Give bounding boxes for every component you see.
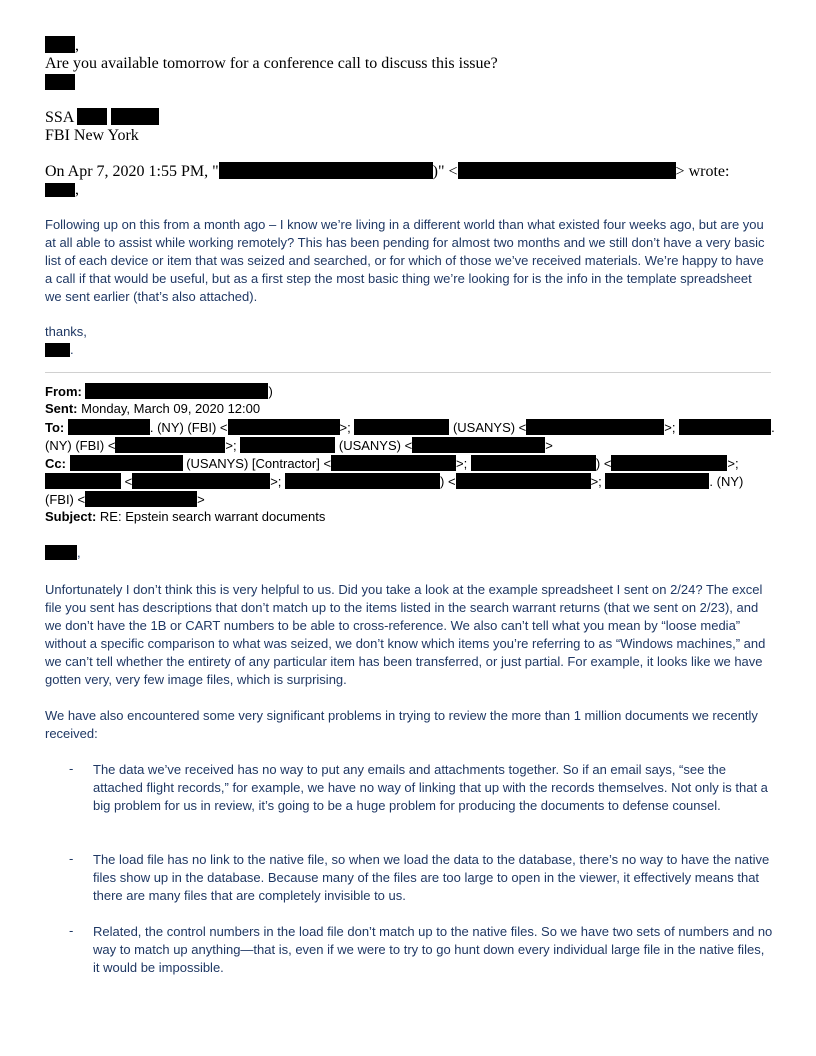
to-text: .: [771, 420, 775, 435]
original-greeting: ,: [45, 545, 81, 560]
subject-value: RE: Epstein search warrant documents: [99, 509, 326, 524]
reply-greeting: ,: [45, 181, 79, 199]
redaction-block: [354, 419, 449, 435]
redaction-block: [45, 183, 75, 197]
cc-text: >;: [590, 474, 606, 489]
redaction-block: [458, 162, 676, 179]
redaction-block: [132, 473, 270, 489]
from-close: ): [268, 384, 273, 399]
redaction-block: [611, 455, 727, 471]
cc-text: >: [197, 492, 205, 507]
redaction-block: [471, 455, 596, 471]
bullet-dash: -: [69, 851, 74, 866]
reply-signoff: .: [45, 342, 74, 357]
bullet-item: Related, the control numbers in the load file don’t match up to the native files. So we have two sets of numbers and no way to match up anything—that is, even if we were to try to go hunt down every individual large file in the native files, it would be impossible.: [93, 924, 773, 975]
redaction-block: [219, 162, 433, 179]
header-to-line1: [45, 419, 775, 435]
to-text: (USANYS) <: [335, 438, 413, 453]
reply-body: Following up on this from a month ago – I know we’re living in a different world than what existed four weeks ago, but are you at all able to assist while working remotely? This has been pending for almost two months and we still don’t have a very basic list of each device or item that was seized and searched, or for which of those we’ve received materials. We’re happy to have a call if that would be useful, but as a first step the most basic thing we’re looking for is the info in the template spreadsheet we sent earlier (that’s also attached).: [45, 217, 765, 304]
original-paragraph-1: Unfortunately I don’t think this is very helpful to us. Did you take a look at the example spreadsheet I sent on 2/24? The excel file you sent has descriptions that don’t match up to the items listed in the search warrant returns (that we sent on 2/23), and we don’t have the 1B or CART numbers to be able to cross-reference. We also can’t tell what you mean by “loose media” without a specific comparison to what was seized, we don’t know which items you’re referring to as “Windows machines,” and we can’t tell whether the entirety of any particular item has been transferred, or just partial. For example, it looks like we have gotten very, very few image files, which is surprising.: [45, 582, 766, 687]
signature-name: [45, 108, 159, 127]
redaction-block: [679, 419, 771, 435]
signature-org: FBI New York: [45, 127, 139, 144]
redaction-block: [240, 437, 335, 453]
sent-value: Monday, March 09, 2020 12:00: [81, 401, 261, 416]
cc-label: Cc:: [45, 456, 66, 471]
cc-text: (USANYS) [Contractor] <: [182, 456, 332, 471]
cc-text: (FBI) <: [45, 492, 86, 507]
quote-prefix: On Apr 7, 2020 1:55 PM, ": [45, 163, 219, 180]
redaction-block: [45, 74, 75, 92]
to-text: >;: [339, 420, 355, 435]
cc-text: >;: [270, 474, 286, 489]
bullet-item: The data we’ve received has no way to put any emails and attachments together. So if an email says, “see the attached flight records,” for example, we have no way of linking that up with the records themselves. Not only is that a big problem for us in review, it’s going to be a huge problem for producing the documents to defense counsel.: [93, 762, 768, 813]
cc-text: >;: [727, 456, 739, 471]
question-text: Are you available tomorrow for a conference call to discuss this issue?: [45, 55, 498, 72]
redaction-block: [45, 473, 121, 489]
redaction-block: [85, 383, 268, 399]
bullet-item: The load file has no link to the native file, so when we load the data to the database, there’s no way to have the native files show up in the database. Because many of the files are too large to open in the viewer, it effectively means that there are many files that are completely invisible to us.: [93, 852, 770, 903]
redaction-block: [111, 108, 159, 125]
redaction-block: [68, 419, 150, 435]
to-text: . (NY) (FBI) <: [149, 420, 228, 435]
redaction-block: [70, 455, 183, 471]
header-from: [45, 383, 273, 399]
from-label: From:: [45, 384, 82, 399]
to-text: (NY) (FBI) <: [45, 438, 116, 453]
quote-mid: )" <: [432, 163, 458, 180]
quote-suffix: > wrote:: [675, 163, 730, 180]
subject-label: Subject:: [45, 509, 97, 524]
header-sent: [45, 401, 260, 416]
header-cc-line3: [45, 491, 205, 507]
bullet-dash: -: [69, 923, 74, 938]
sent-label: Sent:: [45, 401, 78, 416]
greeting-line: ,: [45, 36, 79, 55]
to-text: >;: [664, 420, 680, 435]
redaction-block: [605, 473, 709, 489]
original-paragraph-2: We have also encountered some very significant problems in trying to review the more than 1 million documents we recently received:: [45, 708, 758, 741]
cc-text: ) <: [595, 456, 612, 471]
separator-line: [45, 372, 771, 373]
sig-prefix: SSA: [45, 109, 74, 126]
redaction-block: [85, 491, 197, 507]
to-label: To:: [45, 420, 65, 435]
redaction-block: [77, 108, 107, 125]
to-text: >;: [225, 438, 241, 453]
quote-line: [45, 162, 729, 181]
reply-thanks: thanks,: [45, 324, 87, 339]
redaction-block: [228, 419, 340, 435]
header-to-line2: [45, 437, 553, 453]
redaction-block: [45, 343, 70, 357]
header-subject: [45, 509, 325, 524]
to-text: (USANYS) <: [449, 420, 527, 435]
cc-text: >;: [456, 456, 471, 471]
redaction-block: [456, 473, 591, 489]
bullet-dash: -: [69, 761, 74, 776]
redaction-block: [412, 437, 545, 453]
redaction-block: [285, 473, 440, 489]
cc-text: . (NY): [709, 474, 744, 489]
redaction-block: [526, 419, 664, 435]
redaction-block: [331, 455, 456, 471]
redaction-block: [45, 36, 75, 53]
header-cc-line2: [45, 473, 743, 489]
redaction-block: [115, 437, 225, 453]
cc-text: <: [121, 474, 133, 489]
redaction-block: [45, 545, 77, 560]
header-cc-line1: [45, 455, 739, 471]
cc-text: ) <: [440, 474, 456, 489]
to-text: >: [545, 438, 553, 453]
